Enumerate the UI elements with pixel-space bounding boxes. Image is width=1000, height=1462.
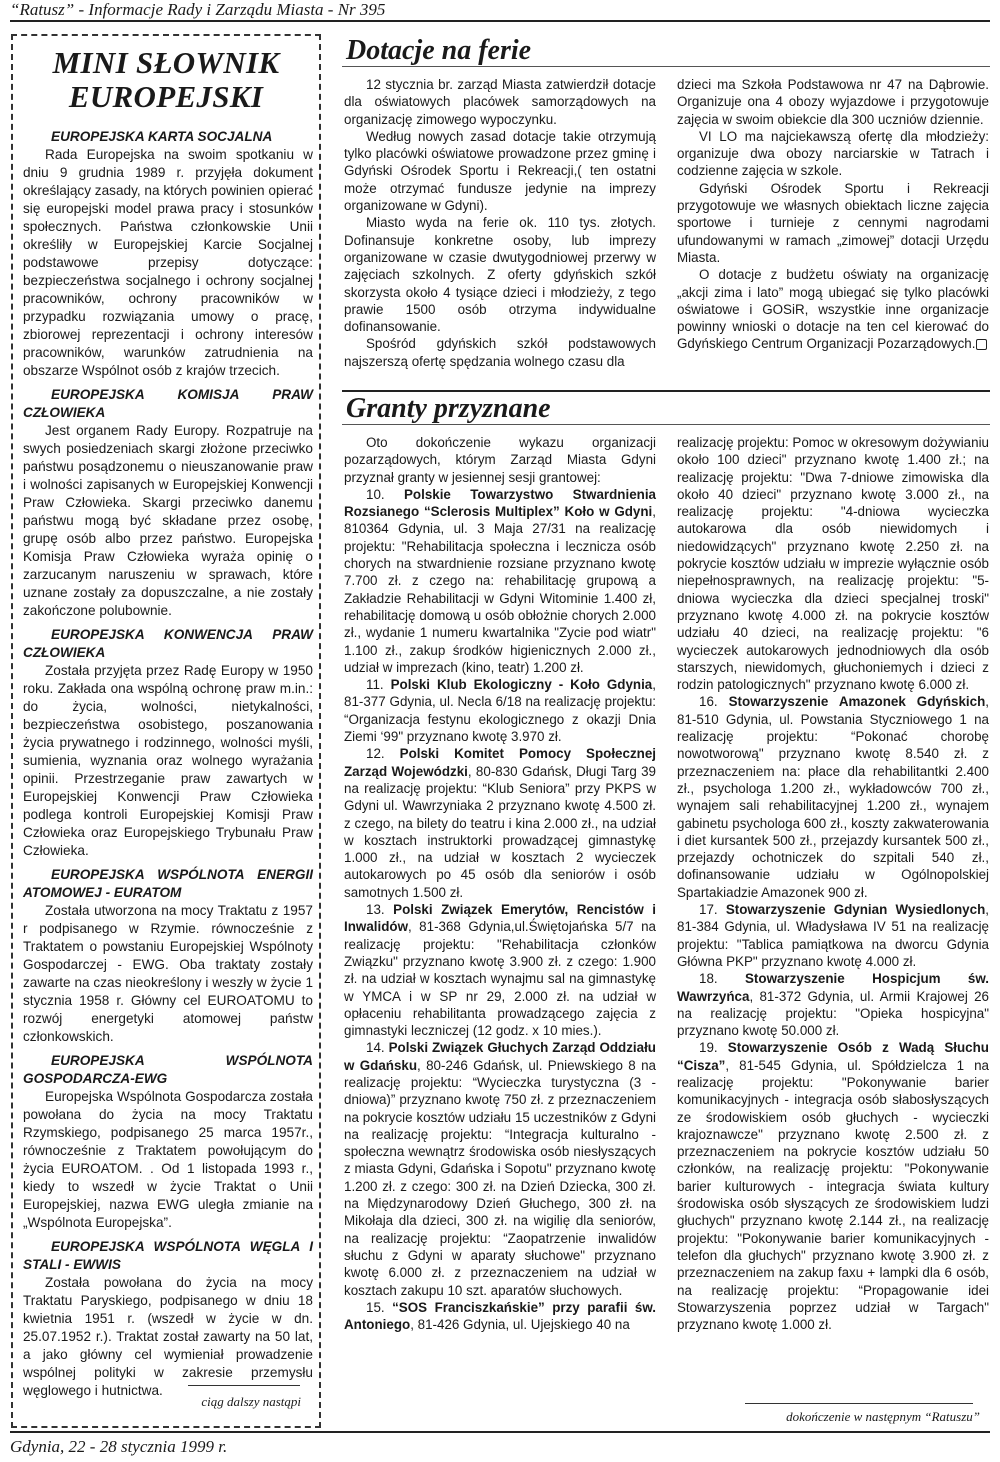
grant-item: 17. Stowarzyszenie Gdynian Wysiedlonych, 81-384 Gdynia, ul. Władysława IV 51 na realizację projektu: "Tablica pamiątkowa na dworcu Gdynia Główna PKP" przyznano kwotę 4.000 zł. [677, 902, 989, 969]
paragraph: realizację projektu: Pomoc w okresowym dożywianiu około 100 dzieci" przyznano kwotę 1.400 zł.; na realizację projektu: "Dwa 7-dniowe zimowiska dla około 40 dzieci" przyznano kwotę 3.000 zł., na realizację projektu: "4-dniowa wycieczka autokarowa dla osób niewidomych i niedowidzących" przyznano kwotę 2.250 zł. na pokrycie kosztów udziału w imprezie wyłącznie osób niepełnosprawnych, na realizację projektu: "5-dniowa wycieczka dla dzieci specjalnej troski" przyznano kwotę 4.000 zł. na pokrycie kosztów udziału 40 dzieci, na realizację projektu: "6 wycieczek autokarowych jednodniowych dla osób starszych, niewidomych, głuchoniemych i dzieci z rodzin patologicznych" przyznano kwotę 6.000 zł. [677, 435, 989, 693]
glossary-definition: Została przyjęta przez Radę Europy w 1950 roku. Zakłada ona wspólną ochronę praw m.in.: do życia, wolności, nietykalności, bezpieczeństwa osobistego, poszanowania życia prywatnego i rodzinnego, wolności myśli, sumienia, wyznania oraz wolnego wyrażania opinii. Przestrzeganie praw zawartych w Europejskiej Konwencji Praw Człowieka podlega kontroli Europejskiej Komisji Praw Człowieka oraz Europejskiego Trybunału Praw Człowieka. [23, 663, 313, 858]
section-divider [342, 390, 990, 392]
grant-organization: Stowarzyszenie Hospicjum św. Wawrzyńca [677, 971, 989, 1004]
paragraph: Oto dokończenie wykazu organizacji pozarządowych, którym Zarząd Miasta Gdyni przyznał granty w jesiennej sesji grantowej: [344, 435, 656, 485]
footer-divider [10, 1431, 990, 1433]
grant-item: 18. Stowarzyszenie Hospicjum św. Wawrzyńca, 81-372 Gdynia, ul. Armii Krajowej 26 na realizację projektu: "Opieka hospicyjna" przyznano kwotę 50.000 zł. [677, 971, 989, 1039]
grant-item: 14. Polski Związek Głuchych Zarząd Oddziału w Gdańsku, 80-246 Gdańsk, ul. Pniewskiego 8 na realizację projektu: “Wycieczka turystyczna (3 - dniowa)” przyznano kwotę 750 zł. z przeznaczeniem na pokrycie kosztów udziału 15 uczestników z Gdyni na realizację projektu: “Integracja kulturalno - społeczna wewnątrz środowiska osób niesłyszących z miasta Gdyni, Gdańska i Sopotu" przyznano kwotę 1.200 zł. z czego: 300 zł. na Dzień Dziecka, 300 zł. na Międzynarodowy Dzień Głuchego, 300 zł. na Mikołaja dla dzieci, 300 zł. na wigilię dla seniorów, na realizację projektu: “Zaopatrzenie inwalidów słuchu z Gdyni w aparaty słuchowe" przyznano kwotę 6.000 zł. z przeznaczeniem na udział w kosztach zakupu 10 szt. aparatów słuchowych. [344, 1040, 656, 1298]
paragraph: Według nowych zasad dotacje takie otrzymują tylko placówki oświatowe prowadzone przez gminę i Gdyński Ośrodek Sportu i Rekreacji,( ten ostatni może otrzymać fundusze jedynie na imprezy organizowane w Gdyni). [344, 128, 656, 214]
granty-column-2 [677, 434, 989, 1333]
grant-item: 19. Stowarzyszenie Osób z Wadą Słuchu “Cisza”, 81-545 Gdynia, ul. Spółdzielcza 1 na realizację projektu: "Pokonywanie barier komunikacyjnych - integracja osób słabosłyszących ze środowiskiem osób głuchych - wycieczki krajoznawcze" przyznano kwotę 2.500 zł. z przeznaczeniem na pokrycie kosztów udziału 50 członków, na realizację projektu: "Pokonywanie barier kulturowych - integracja świata kultury środowiska osób słyszących ze środowiskiem ludzi głuchych" przyznano kwotę 2.144 zł., na realizację projektu: "Pokonywanie barier komunikacyjnych - telefon dla głuchych" przyznano kwotę 3.900 zł. z przeznaczeniem na zakup faxu + lampki dla 6 osób, na realizację projektu: “Propagowanie idei Stowarzyszenia poprzez udział w Targach" przyznano kwotę 1.000 zł. [677, 1040, 989, 1333]
grant-item: 16. Stowarzyszenie Amazonek Gdyńskich, 81-510 Gdynia, ul. Powstania Styczniowego 1 na realizację projektu: “Pokonać chorobę nowotworową" przyznano kwotę 8.540 zł. z przeznaczeniem na: płace dla rehabilitantki 2.400 zł., psychologa 1.200 zł., wykładowców 700 zł., wynajem sali rehabilitacyjnej 1.200 zł., wynajem gabinetu psychologa 600 zł., koszty zakwaterowania i diet kursantek 500 zł., przejazdy kursantek 500 zł., przejazdy ochotniczek do szpitali 540 zł., dofinansowanie udziału w Ogólnopolskiej Spartakiadzie Amazonek 900 zł. [677, 694, 989, 900]
continued-note: ciąg dalszy nastąpi [201, 1394, 301, 1409]
glossary-definition: Europejska Wspólnota Gospodarcza została powołana do życia na mocy Traktatu Rzymskiego, podpisanego 25 marca 1957r., równocześnie z Traktatem powołującym do życia EUROATOM. . Od 1 listopada 1993 r., kiedy to wszedł w życie Traktat o Unii Europejskiej, nazwa EWG uległa zmianie na „Wspólnota Europejska”. [23, 1089, 313, 1230]
masthead-title: “Ratusz” - Informacje Rady i Zarządu Miasta - Nr 395 [10, 0, 386, 19]
grant-organization: Polski Komitet Pomocy Społecznej Zarząd Wojewódzki [344, 746, 656, 779]
paragraph: O dotacje z budżetu oświaty na organizację „akcji zima i lato” mogą ubiegać się tylko placówki oświatowe i GOSiR, wszystkie inne organizacje powinny wnioski o dotacje na ten cel kierować do Gdyńskiego Centrum Organizacji Pozarządowych. [677, 267, 989, 352]
grant-item: 15. “SOS Franciszkańskie” przy parafii św. Antoniego, 81-426 Gdynia, ul. Ujejskiego 40 na [344, 1299, 656, 1333]
glossary-term: EUROPEJSKA KOMISJA PRAW CZŁOWIEKA [23, 387, 313, 420]
grant-organization: Polski Klub Ekologiczny - Koło Gdynia [390, 677, 653, 693]
grant-organization: Stowarzyszenie Amazonek Gdyńskich [728, 694, 986, 710]
granty-column-1 [344, 434, 656, 1333]
masthead [10, 0, 990, 22]
divider [745, 1403, 973, 1404]
paragraph: dzieci ma Szkoła Podstawowa nr 47 na Dąbrowie. Organizuje ona 4 obozy wyjazdowe i przygotowuje zajęcia w swoim obiekcie dla 300 uczniów dziennie. [677, 77, 989, 127]
paragraph: Gdyński Ośrodek Sportu i Rekreacji przygotowuje we własnych obiektach liczne zajęcia sportowe i turnieje z cennymi nagrodami ufundowanymi w ramach „zimowej” dotacji Urzędu Miasta. [677, 180, 989, 265]
glossary-title: MINI SŁOWNIK EUROPEJSKI [52, 45, 280, 114]
glossary-term: EUROPEJSKA KARTA SOCJALNA [51, 129, 273, 144]
paragraph: VI LO ma najciekawszą ofertę dla młodzieży: organizuje dwa obozy narciarskie w Tatrach i codzienne zajęcia w szkole. [677, 128, 989, 179]
grant-item: 13. Polski Związek Emerytów, Rencistów i Inwalidów, 81-368 Gdynia,ul.Świętojańska 5/7 na realizację projektu: "Rehabilitacja członków Związku" przyznano kwotę 3.900 zł. z czego: 1.900 zł. na udział w kosztach wynajmu sal na gimnastykę w YMCA i w SP nr 29, 2.000 zł. na udział w opłaceniu rehabilitanta prowadzącego zajęcia z gimnastyki leczniczej (12 godz. x 10 mies.). [344, 902, 656, 1039]
continued-note: dokończenie w następnym “Ratuszu” [786, 1409, 980, 1424]
article-heading-granty: Granty przyznane [342, 394, 990, 425]
paragraph: Spośród gdyńskich szkół podstawowych najszerszą ofertę spędzania wolnego czasu dla [344, 336, 656, 369]
divider [188, 1385, 300, 1386]
glossary-entries [13, 114, 319, 1400]
glossary-definition: Została powołana do życia na mocy Traktatu Paryskiego, podpisanego w dniu 18 kwietnia 1951 r. (wszedł w życie w dn. 25.07.1952 r.). Traktat został zawarty na 50 lat, a jako główny cel wymieniał prowadzenie wspólnej polityki w zakresie przemysłu węglowego i hutnictwa. [23, 1275, 313, 1398]
grant-item: 11. Polski Klub Ekologiczny - Koło Gdynia, 81-377 Gdynia, ul. Necla 6/18 na realizację projektu: “Organizacja festynu ekologicznego z okazji Dnia Ziemi ‘99" przyznano kwotę 3.970 zł. [344, 677, 656, 745]
grant-organization: Polskie Towarzystwo Stwardnienia Rozsianego “Sclerosis Multiplex” Koło w Gdyni [344, 486, 656, 520]
grant-organization: Stowarzyszenie Gdynian Wysiedlonych [725, 902, 986, 918]
glossary-term: EUROPEJSKA WSPÓLNOTA ENERGII ATOMOWEJ - EURATOM [23, 867, 313, 900]
paragraph: 12 stycznia br. zarząd Miasta zatwierdził dotacje dla oświatowych placówek samorządowych na organizację zimowego wypoczynku. [344, 77, 656, 127]
article-heading-dotacje: Dotacje na ferie [342, 36, 990, 67]
glossary-term: EUROPEJSKA WSPÓLNOTA WĘGLA I STALI - EWWIS [23, 1239, 313, 1272]
glossary-term: EUROPEJSKA WSPÓLNOTA GOSPODARCZA-EWG [23, 1053, 313, 1086]
glossary-box [11, 34, 321, 1428]
grant-organization: Stowarzyszenie Osób z Wadą Słuchu “Cisza” [677, 1040, 989, 1073]
grant-item: 10. Polskie Towarzystwo Stwardnienia Rozsianego “Sclerosis Multiplex” Koło w Gdyni, 810364 Gdynia, ul. 3 Maja 27/31 na realizację projektu: "Rehabilitacja społeczna i lecznicza osób chorych na stwardnienie rozsiane przyznano kwotę 7.700 zł. z czego na: rehabilitację grupową a Zakładzie Rehabilitacji w Gdyni Witominie 1.400 zł, rehabilitację domową u osób obłożnie chorych 2.000 zł., wydanie 1 numeru kwartalnika "Zycie pod wiatr" 1.100 zł., zakup środków higienicznych 2.000 zł., udział w imprezach (kino, teatr) 1.200 zł. [344, 486, 656, 675]
dotacje-column-1 [344, 76, 656, 370]
glossary-definition: Rada Europejska na swoim spotkaniu w dniu 9 grudnia 1989 r. przyjęła dokument określający zasady, na których powinien opierać się europejski model prawa pracy i stosunków społecznych. Państwa członkowskie Unii określiły w Europejskiej Karcie Socjalnej podstawowe przepisy dotyczące: bezpieczeństwa socjalnego i ochrony socjalnej pracowników, ochrony pracowników w przypadku rozwiązania umowy o pracę, zbiorowej reprezentacji i ochrony interesów pracowników, warunków zatrudnienia na obszarze Wspólnot osób z krajów trzecich. [23, 147, 313, 378]
grant-organization: Polski Związek Głuchych Zarząd Oddziału w Gdańsku [344, 1040, 656, 1073]
grant-organization: Polski Związek Emerytów, Rencistów i Inwalidów [344, 902, 656, 935]
issue-date: Gdynia, 22 - 28 stycznia 1999 r. [10, 1437, 228, 1456]
grant-item: 12. Polski Komitet Pomocy Społecznej Zarząd Wojewódzki, 80-830 Gdańsk, Długi Targ 39 na realizację projektu: “Klub Seniora” przy PKPS w Gdyni ul. Wawrzyniaka 2 przyznano kwotę 4.500 zł. z czego, na bilety do teatru i kina 2.000 zł., na udział w kosztach instruktorki prowadzącej gimnastykę 1.000 zł., na udział w kosztach 2 wycieczek autokarowych po 45 osób dla seniorów i osób samotnych 1.500 zł. [344, 746, 656, 900]
glossary-definition: Jest organem Rady Europy. Rozpatruje na swych posiedzeniach skargi złożone przeciwko państwu posądzonemu o nieuszanowanie praw i wolności zapisanych w Europejskiej Konwencji Praw Człowieka. Skargi przeciwko danemu państwu mogą być składane przez osobę, grupę osób albo przez państwo. Europejska Komisja Praw Człowieka wyraża opinię o zarzucanym naruszeniu w sprawach, które uznane zostały za dopuszczalne, a nie zostały zakończone polubownie. [23, 423, 313, 618]
dotacje-column-2 [677, 76, 989, 353]
glossary-term: EUROPEJSKA KONWENCJA PRAW CZŁOWIEKA [23, 627, 313, 660]
end-of-article-icon [976, 339, 987, 350]
paragraph: Miasto wyda na ferie ok. 110 tys. złotych. Dofinansuje konkretne osoby, lub imprezy organizowane w czasie dwutygodniowej przerwy w zajęciach szkolnych. Z oferty gdyńskich szkół skorzysta około 4 tysiące dzieci i młodzieży, z tego prawie 1500 osób otrzyma indywidualne dofinansowanie. [344, 215, 656, 335]
grant-organization: “SOS Franciszkańskie” przy parafii św. Antoniego [344, 1299, 656, 1333]
glossary-definition: Została utworzona na mocy Traktatu z 1957 r podpisanego w Rzymie. równocześnie z Traktatem o powstaniu Europejskiej Wspólnoty Gospodarczej - EWG. Oba traktaty zostały zawarte na czas nieokreślony i weszły w życie 1 stycznia 1958 r. Główny cel EUROATOMU to rozwój energetyki atomowej państw członkowskich. [23, 903, 313, 1044]
